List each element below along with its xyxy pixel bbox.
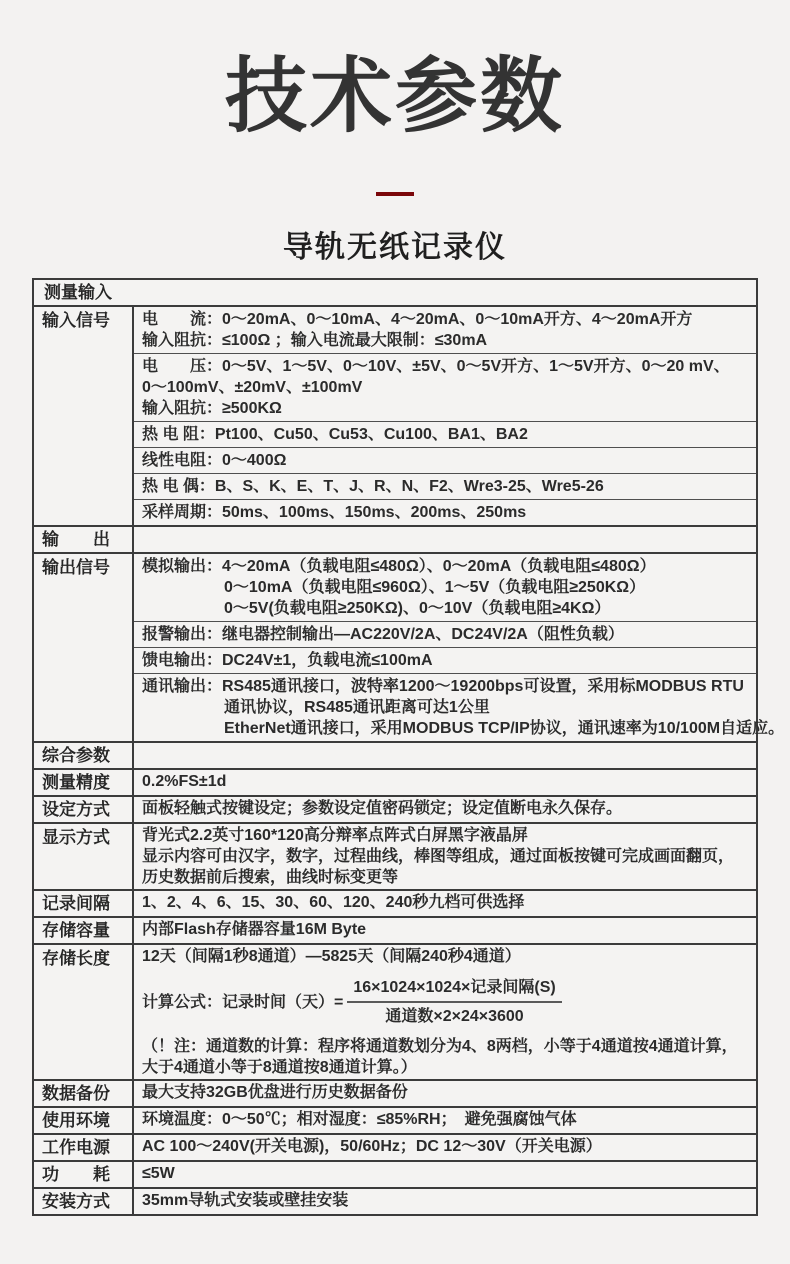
row-value bbox=[134, 891, 756, 916]
spec-line: 采样周期：50ms、100ms、150ms、200ms、250ms bbox=[142, 504, 527, 521]
row-value bbox=[134, 797, 756, 822]
row-label: 输出信号 bbox=[34, 554, 134, 741]
row-display-mode bbox=[34, 822, 756, 889]
row-storage-capacity bbox=[34, 916, 756, 943]
row-output-header bbox=[34, 525, 756, 552]
subrow-analog-output bbox=[134, 554, 756, 621]
spec-line: 0～10mA（负载电阻≤960Ω）、1～5V（负载电阻≥250KΩ） bbox=[224, 579, 646, 596]
row-measure-input-header bbox=[34, 280, 756, 305]
row-value bbox=[134, 1108, 756, 1133]
subrow-comm-output bbox=[134, 673, 785, 741]
row-label: 安装方式 bbox=[34, 1189, 134, 1214]
row-value bbox=[134, 1189, 756, 1214]
spec-line: 0～100mV、±20mV、±100mV bbox=[142, 379, 363, 396]
row-mounting bbox=[34, 1187, 756, 1214]
spec-line: 通讯协议，RS485通讯距离可达1公里 bbox=[224, 699, 490, 716]
subrow-rtd bbox=[134, 421, 756, 447]
row-power-consumption bbox=[34, 1160, 756, 1187]
row-label: 功 耗 bbox=[34, 1162, 134, 1187]
spec-line: 输入阻抗：≤100Ω ；输入电流最大限制：≤30mA bbox=[142, 332, 488, 349]
storage-formula bbox=[142, 977, 756, 1027]
row-label: 使用环境 bbox=[34, 1108, 134, 1133]
spec-line: 背光式2.2英寸160*120高分辩率点阵式白屏黑字液晶屏 bbox=[142, 827, 528, 844]
spec-line: 电 流：0～20mA、0～10mA、4～20mA、0～10mA开方、4～20mA开方 bbox=[142, 311, 693, 328]
spec-line: ≤5W bbox=[142, 1165, 175, 1182]
spec-table bbox=[32, 278, 785, 1216]
fraction-numerator: 16×1024×1024×记录间隔(S) bbox=[347, 977, 561, 1003]
spec-line: 最大支持32GB优盘进行历史数据备份 bbox=[142, 1084, 408, 1101]
row-value bbox=[134, 554, 785, 741]
spec-line: 通讯输出：RS485通讯接口，波特率1200～19200bps可设置，采用标MODBUS RTU bbox=[142, 678, 744, 695]
spec-line: 大于4通道小等于8通道按8通道计算。） bbox=[142, 1059, 417, 1076]
row-value bbox=[134, 945, 756, 1079]
subrow-current bbox=[134, 307, 756, 353]
row-accuracy bbox=[34, 768, 756, 795]
section-label: 综合参数 bbox=[34, 743, 134, 768]
spec-line: 模拟输出：4～20mA（负载电阻≤480Ω）、0～20mA（负载电阻≤480Ω） bbox=[142, 558, 656, 575]
formula-label: 计算公式：记录时间（天）= bbox=[142, 993, 344, 1011]
spec-line: 历史数据前后搜索，曲线时标变更等 bbox=[142, 869, 399, 886]
spec-line: AC 100～240V(开关电源)，50/60Hz；DC 12～30V（开关电源） bbox=[142, 1138, 602, 1155]
formula-fraction bbox=[347, 977, 561, 1027]
spec-line: 电 压：0～5V、1～5V、0～10V、±5V、0～5V开方、1～5V开方、0～20 mV、 bbox=[142, 358, 730, 375]
row-label: 存储长度 bbox=[34, 945, 134, 1079]
row-record-interval bbox=[34, 889, 756, 916]
page bbox=[0, 51, 790, 1216]
row-storage-length bbox=[34, 943, 756, 1079]
spec-line: EtherNet通讯接口，采用MODBUS TCP/IP协议，通讯速率为10/100M自适应。 bbox=[224, 720, 785, 737]
subrow-voltage bbox=[134, 353, 756, 421]
row-input-signal bbox=[34, 305, 756, 525]
fraction-denominator: 通道数×2×24×3600 bbox=[385, 1008, 524, 1025]
spec-line: 热 电 阻：Pt100、Cu50、Cu53、Cu100、BA1、BA2 bbox=[142, 426, 528, 443]
row-general-params-header bbox=[34, 741, 756, 768]
row-value bbox=[134, 1162, 756, 1187]
row-value bbox=[134, 770, 756, 795]
row-value bbox=[134, 1135, 756, 1160]
row-label: 记录间隔 bbox=[34, 891, 134, 916]
product-subtitle: 导轨无纸记录仪 bbox=[283, 231, 507, 264]
row-data-backup bbox=[34, 1079, 756, 1106]
spec-line: 1、2、4、6、15、30、60、120、240秒九档可供选择 bbox=[142, 894, 525, 911]
spec-line: 线性电阻：0～400Ω bbox=[142, 452, 287, 469]
spec-line: 内部Flash存储器容量16M Byte bbox=[142, 921, 367, 938]
row-environment bbox=[34, 1106, 756, 1133]
spec-line: 显示内容可由汉字，数字，过程曲线，棒图等组成，通过面板按键可完成画面翻页， bbox=[142, 848, 735, 865]
row-power-supply bbox=[34, 1133, 756, 1160]
spec-line: 热 电 偶：B、S、K、E、T、J、R、N、F2、Wre3-25、Wre5-26 bbox=[142, 478, 604, 495]
spec-line: 0～5V(负载电阻≥250KΩ)、0～10V（负载电阻≥4KΩ） bbox=[224, 600, 611, 617]
row-label: 工作电源 bbox=[34, 1135, 134, 1160]
spec-line: 0.2%FS±1d bbox=[142, 773, 227, 790]
spec-line: 面板轻触式按键设定；参数设定值密码锁定；设定值断电永久保存。 bbox=[142, 800, 623, 817]
row-value-empty bbox=[134, 527, 756, 552]
row-label: 设定方式 bbox=[34, 797, 134, 822]
row-label: 显示方式 bbox=[34, 824, 134, 889]
row-value bbox=[134, 918, 756, 943]
spec-line: （！注：通道数的计算：程序将通道数划分为4、8两档，小等于4通道按4通道计算， bbox=[142, 1038, 738, 1055]
row-value bbox=[134, 307, 756, 525]
subrow-sampling-period bbox=[134, 499, 756, 525]
section-label: 测量输入 bbox=[44, 283, 112, 302]
row-value-empty bbox=[134, 743, 756, 768]
row-label: 测量精度 bbox=[34, 770, 134, 795]
subrow-thermocouple bbox=[134, 473, 756, 499]
row-setting-method bbox=[34, 795, 756, 822]
row-label: 存储容量 bbox=[34, 918, 134, 943]
spec-line: 馈电输出：DC24V±1，负载电流≤100mA bbox=[142, 652, 433, 669]
page-title: 技术参数 bbox=[224, 51, 565, 142]
spec-line: 输入阻抗：≥500KΩ bbox=[142, 400, 282, 417]
subrow-linear-resistance bbox=[134, 447, 756, 473]
spec-line: 报警输出：继电器控制输出—AC220V/2A、DC24V/2A（阻性负载） bbox=[142, 626, 624, 643]
row-value bbox=[134, 1081, 756, 1106]
subrow-alarm-output bbox=[134, 621, 756, 647]
spec-line: 环境温度：0～50℃；相对湿度：≤85%RH； 避免强腐蚀气体 bbox=[142, 1111, 577, 1128]
section-label: 输 出 bbox=[34, 527, 134, 552]
row-output-signal bbox=[34, 552, 785, 741]
spec-line: 35mm导轨式安装或壁挂安装 bbox=[142, 1192, 349, 1209]
row-value bbox=[134, 824, 756, 889]
row-label: 输入信号 bbox=[34, 307, 134, 525]
subrow-feed-output bbox=[134, 647, 756, 673]
title-divider bbox=[376, 192, 414, 196]
row-label: 数据备份 bbox=[34, 1081, 134, 1106]
spec-line: 12天（间隔1秒8通道）—5825天（间隔240秒4通道） bbox=[142, 948, 521, 965]
